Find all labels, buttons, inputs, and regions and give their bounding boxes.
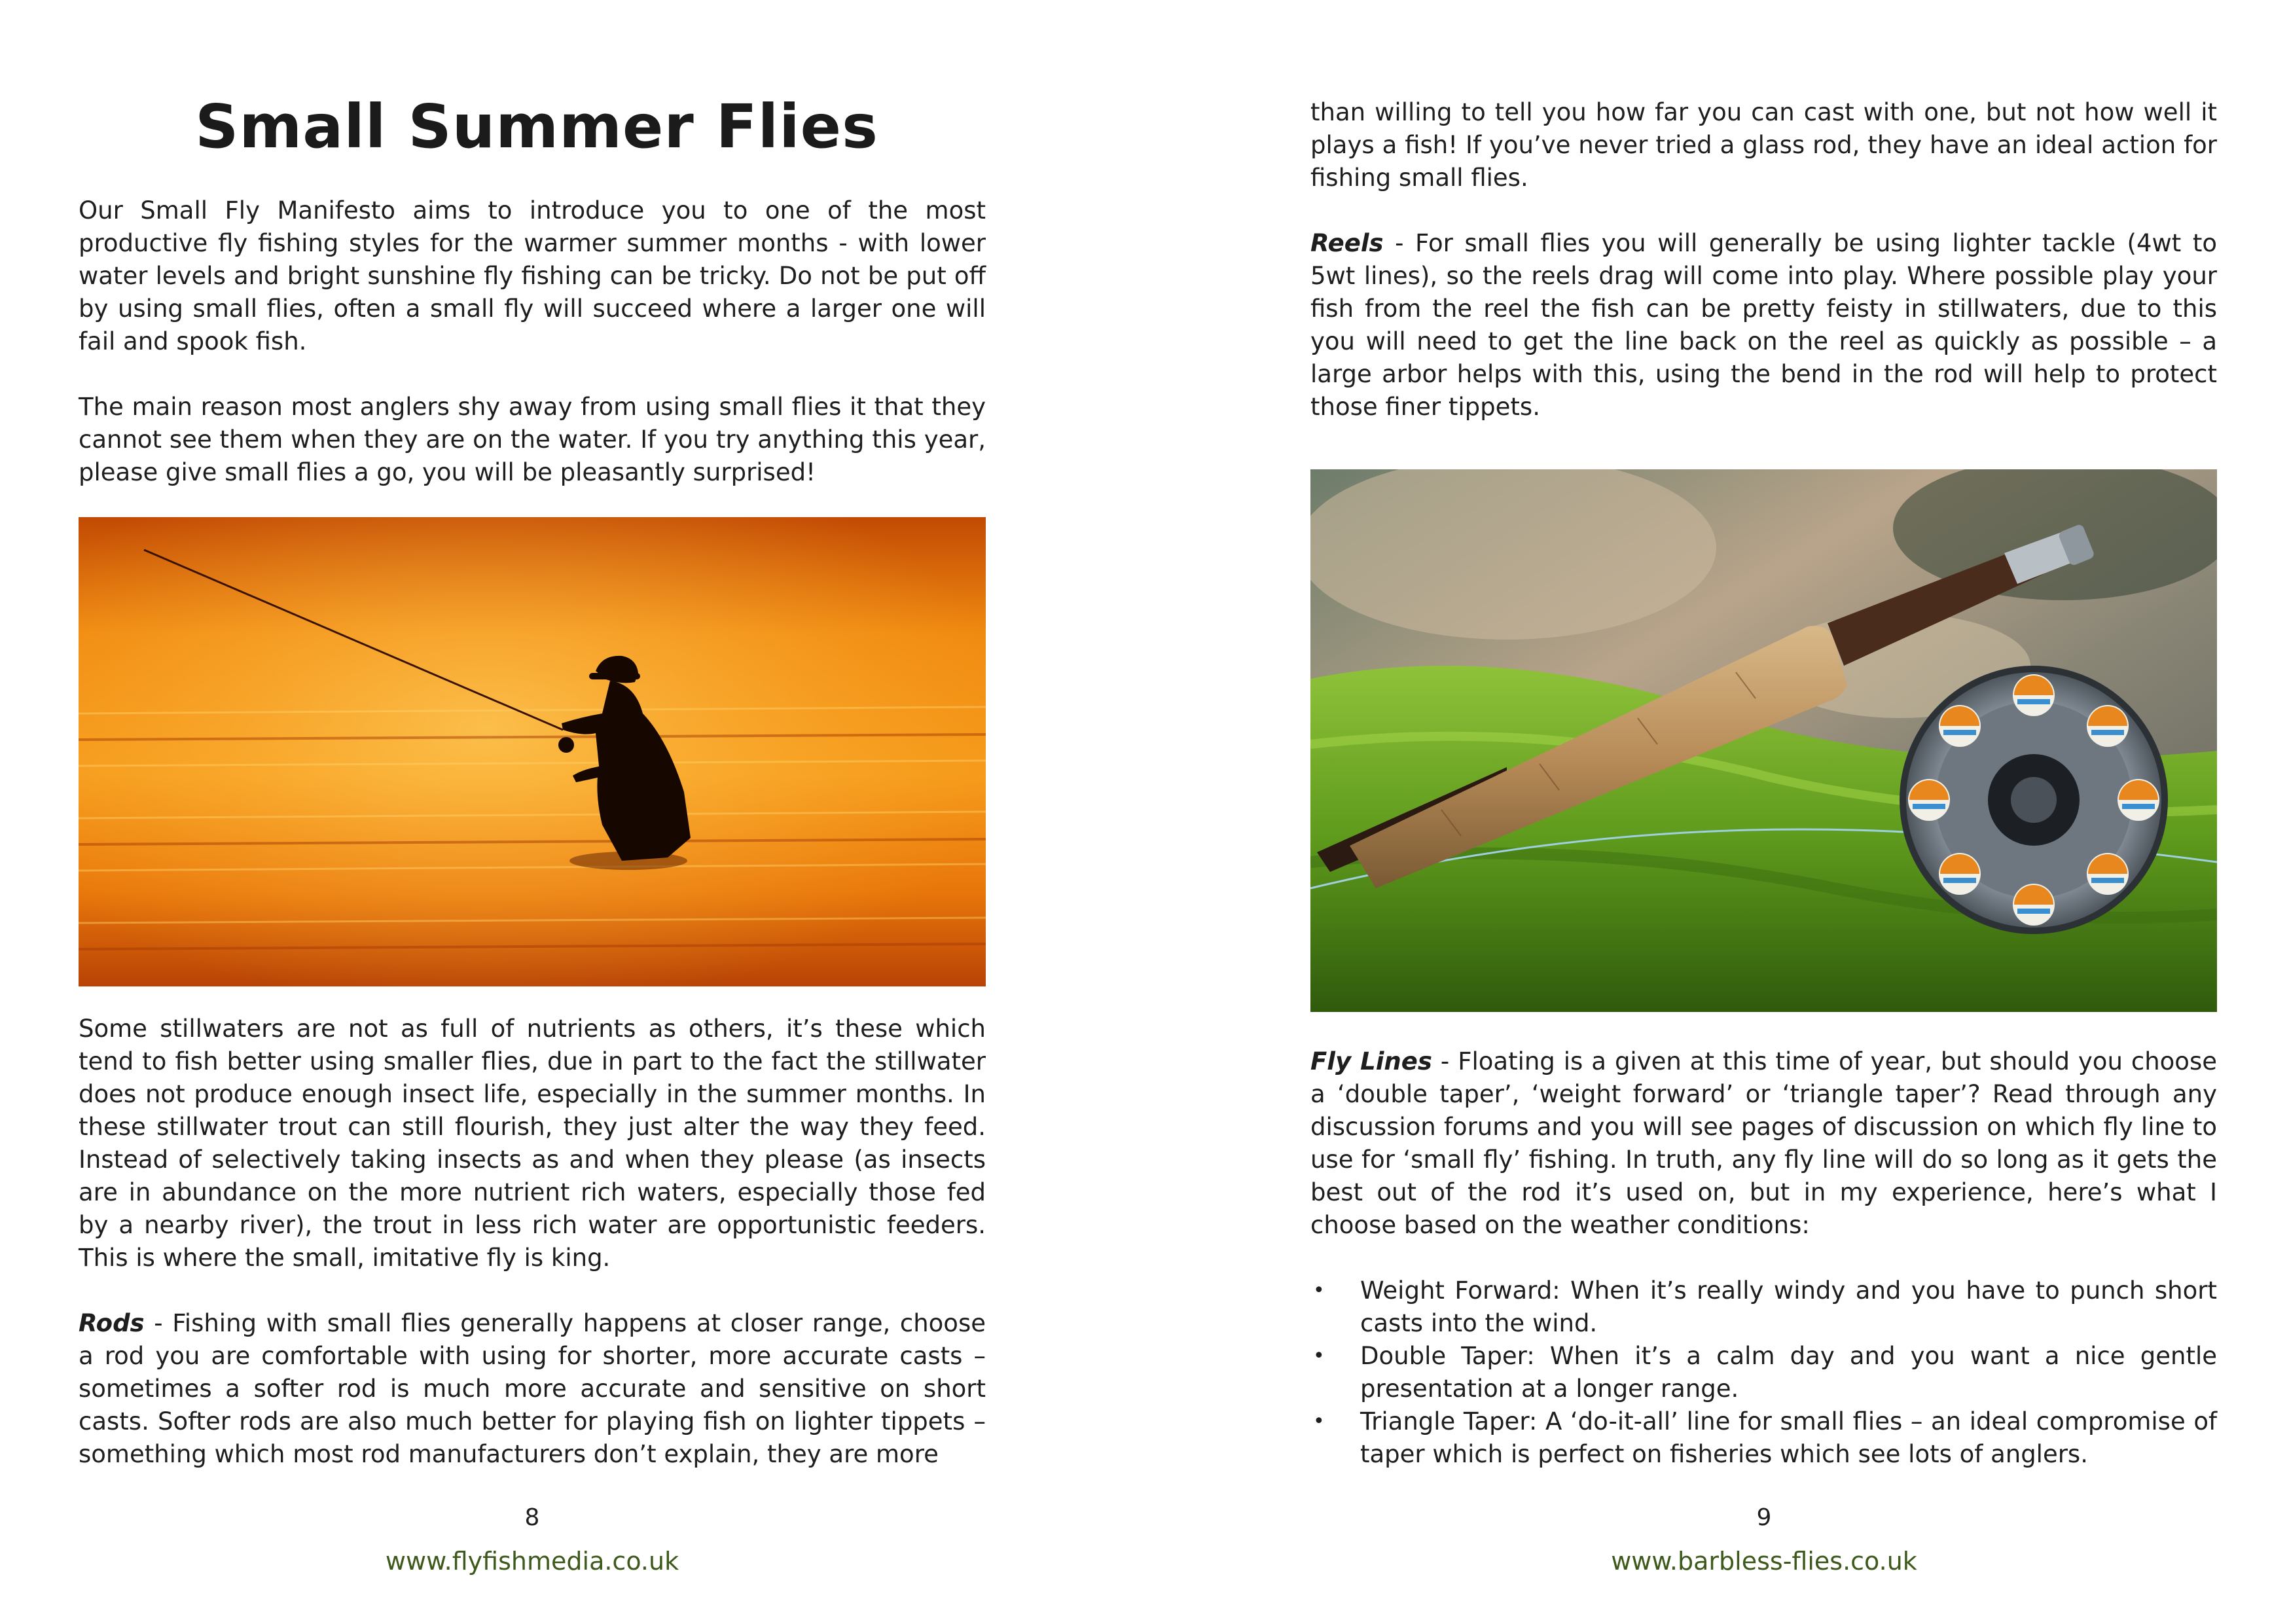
reels-label: Reels (1310, 229, 1384, 257)
right-page (1145, 0, 2289, 1624)
fly-lines-text: - Floating is a given at this time of year, but should you choose a ‘double taper’, ‘weight forward’ or ‘triangle taper’? Read through any discussion forums and you will see pages of discussion on which fly line to use for ‘small fly’ fishing. In truth, any fly line will do so long as it gets the best out of the rod it’s used on, but in my experience, here’s what I choose based on the weather conditions: (1310, 1047, 2217, 1239)
reels-paragraph (1310, 227, 2217, 424)
rod-and-reel-photo (1310, 469, 2217, 1012)
bullet-dot: • (1313, 1279, 1325, 1302)
footer-url-left[interactable]: www.flyfishmedia.co.uk (385, 1547, 679, 1576)
page-title: Small Summer Flies (195, 92, 878, 162)
rods-continued-paragraph: than willing to tell you how far you can cast with one, but not how well it plays a fish! If you’ve never tried a glass rod, they have an ideal action for fishing small flies. (1310, 98, 2217, 192)
page-number-right: 9 (1756, 1504, 1772, 1531)
bullet-text: Double Taper: When it’s a calm day and you want a nice gentle presentation at a longer range. (1360, 1342, 2217, 1403)
bullet-dot: • (1313, 1344, 1325, 1367)
left-page (0, 0, 1144, 1624)
fly-line-bullet-list (1310, 1274, 2217, 1471)
rods-text: - Fishing with small flies generally happens at closer range, choose a rod you are comfortable with using for shorter, more accurate casts – sometimes a softer rod is much more accurate and sensitive on short casts. Softer rods are also much better for playing fish on lighter tippets – something which most rod manufacturers don’t explain, they are more (79, 1309, 986, 1468)
angler-silhouette-photo (79, 517, 986, 986)
stillwater-paragraph: Some stillwaters are not as full of nutrients as others, it’s these which tend to fish better using smaller flies, due in part to the fact the stillwater does not produce enough insect life, especially in the summer months. In these stillwater trout can still flourish, they just alter the way they feed. Instead of selectively taking insects as and when they please (as insects are in abundance on the more nutrient rich waters, especially those fed by a nearby river), the trout in less rich water are opportunistic feeders. This is where the small, imitative fly is king. (79, 1015, 986, 1272)
intro-paragraph-2: The main reason most anglers shy away from using small flies it that they cannot see them when they are on the water. If you try anything this year, please give small flies a go, you will be pleasantly surprised! (79, 393, 986, 486)
bullet-text: Weight Forward: When it’s really windy and you have to punch short casts into the wind. (1360, 1276, 2217, 1337)
bullet-weight-forward (1310, 1274, 2217, 1340)
bullet-dot: • (1313, 1410, 1325, 1433)
fly-lines-paragraph (1310, 1045, 2217, 1242)
page-number-left: 8 (524, 1504, 540, 1531)
bullet-text: Triangle Taper: A ‘do-it-all’ line for small flies – an ideal compromise of taper which is perfect on fisheries which see lots of anglers. (1360, 1407, 2217, 1468)
intro-paragraph-1: Our Small Fly Manifesto aims to introduce you to one of the most productive fly fishing styles for the warmer summer months - with lower water levels and bright sunshine fly fishing can be tricky. Do not be put off by using small flies, often a small fly will succeed where a larger one will fail and spook fish. (79, 196, 986, 355)
rods-paragraph (79, 1307, 986, 1471)
footer-url-right[interactable]: www.barbless-flies.co.uk (1611, 1547, 1917, 1576)
reels-text: - For small flies you will generally be using lighter tackle (4wt to 5wt lines), so the reels drag will come into play. Where possible play your fish from the reel the fish can be pretty feisty in stillwaters, due to this you will need to get the line back on the reel as quickly as possible – a large arbor helps with this, using the bend in the rod will help to protect those finer tippets. (1310, 229, 2217, 421)
rods-label: Rods (79, 1309, 145, 1337)
bullet-double-taper (1310, 1340, 2217, 1405)
fly-lines-label: Fly Lines (1310, 1047, 1432, 1075)
bullet-triangle-taper (1310, 1405, 2217, 1471)
